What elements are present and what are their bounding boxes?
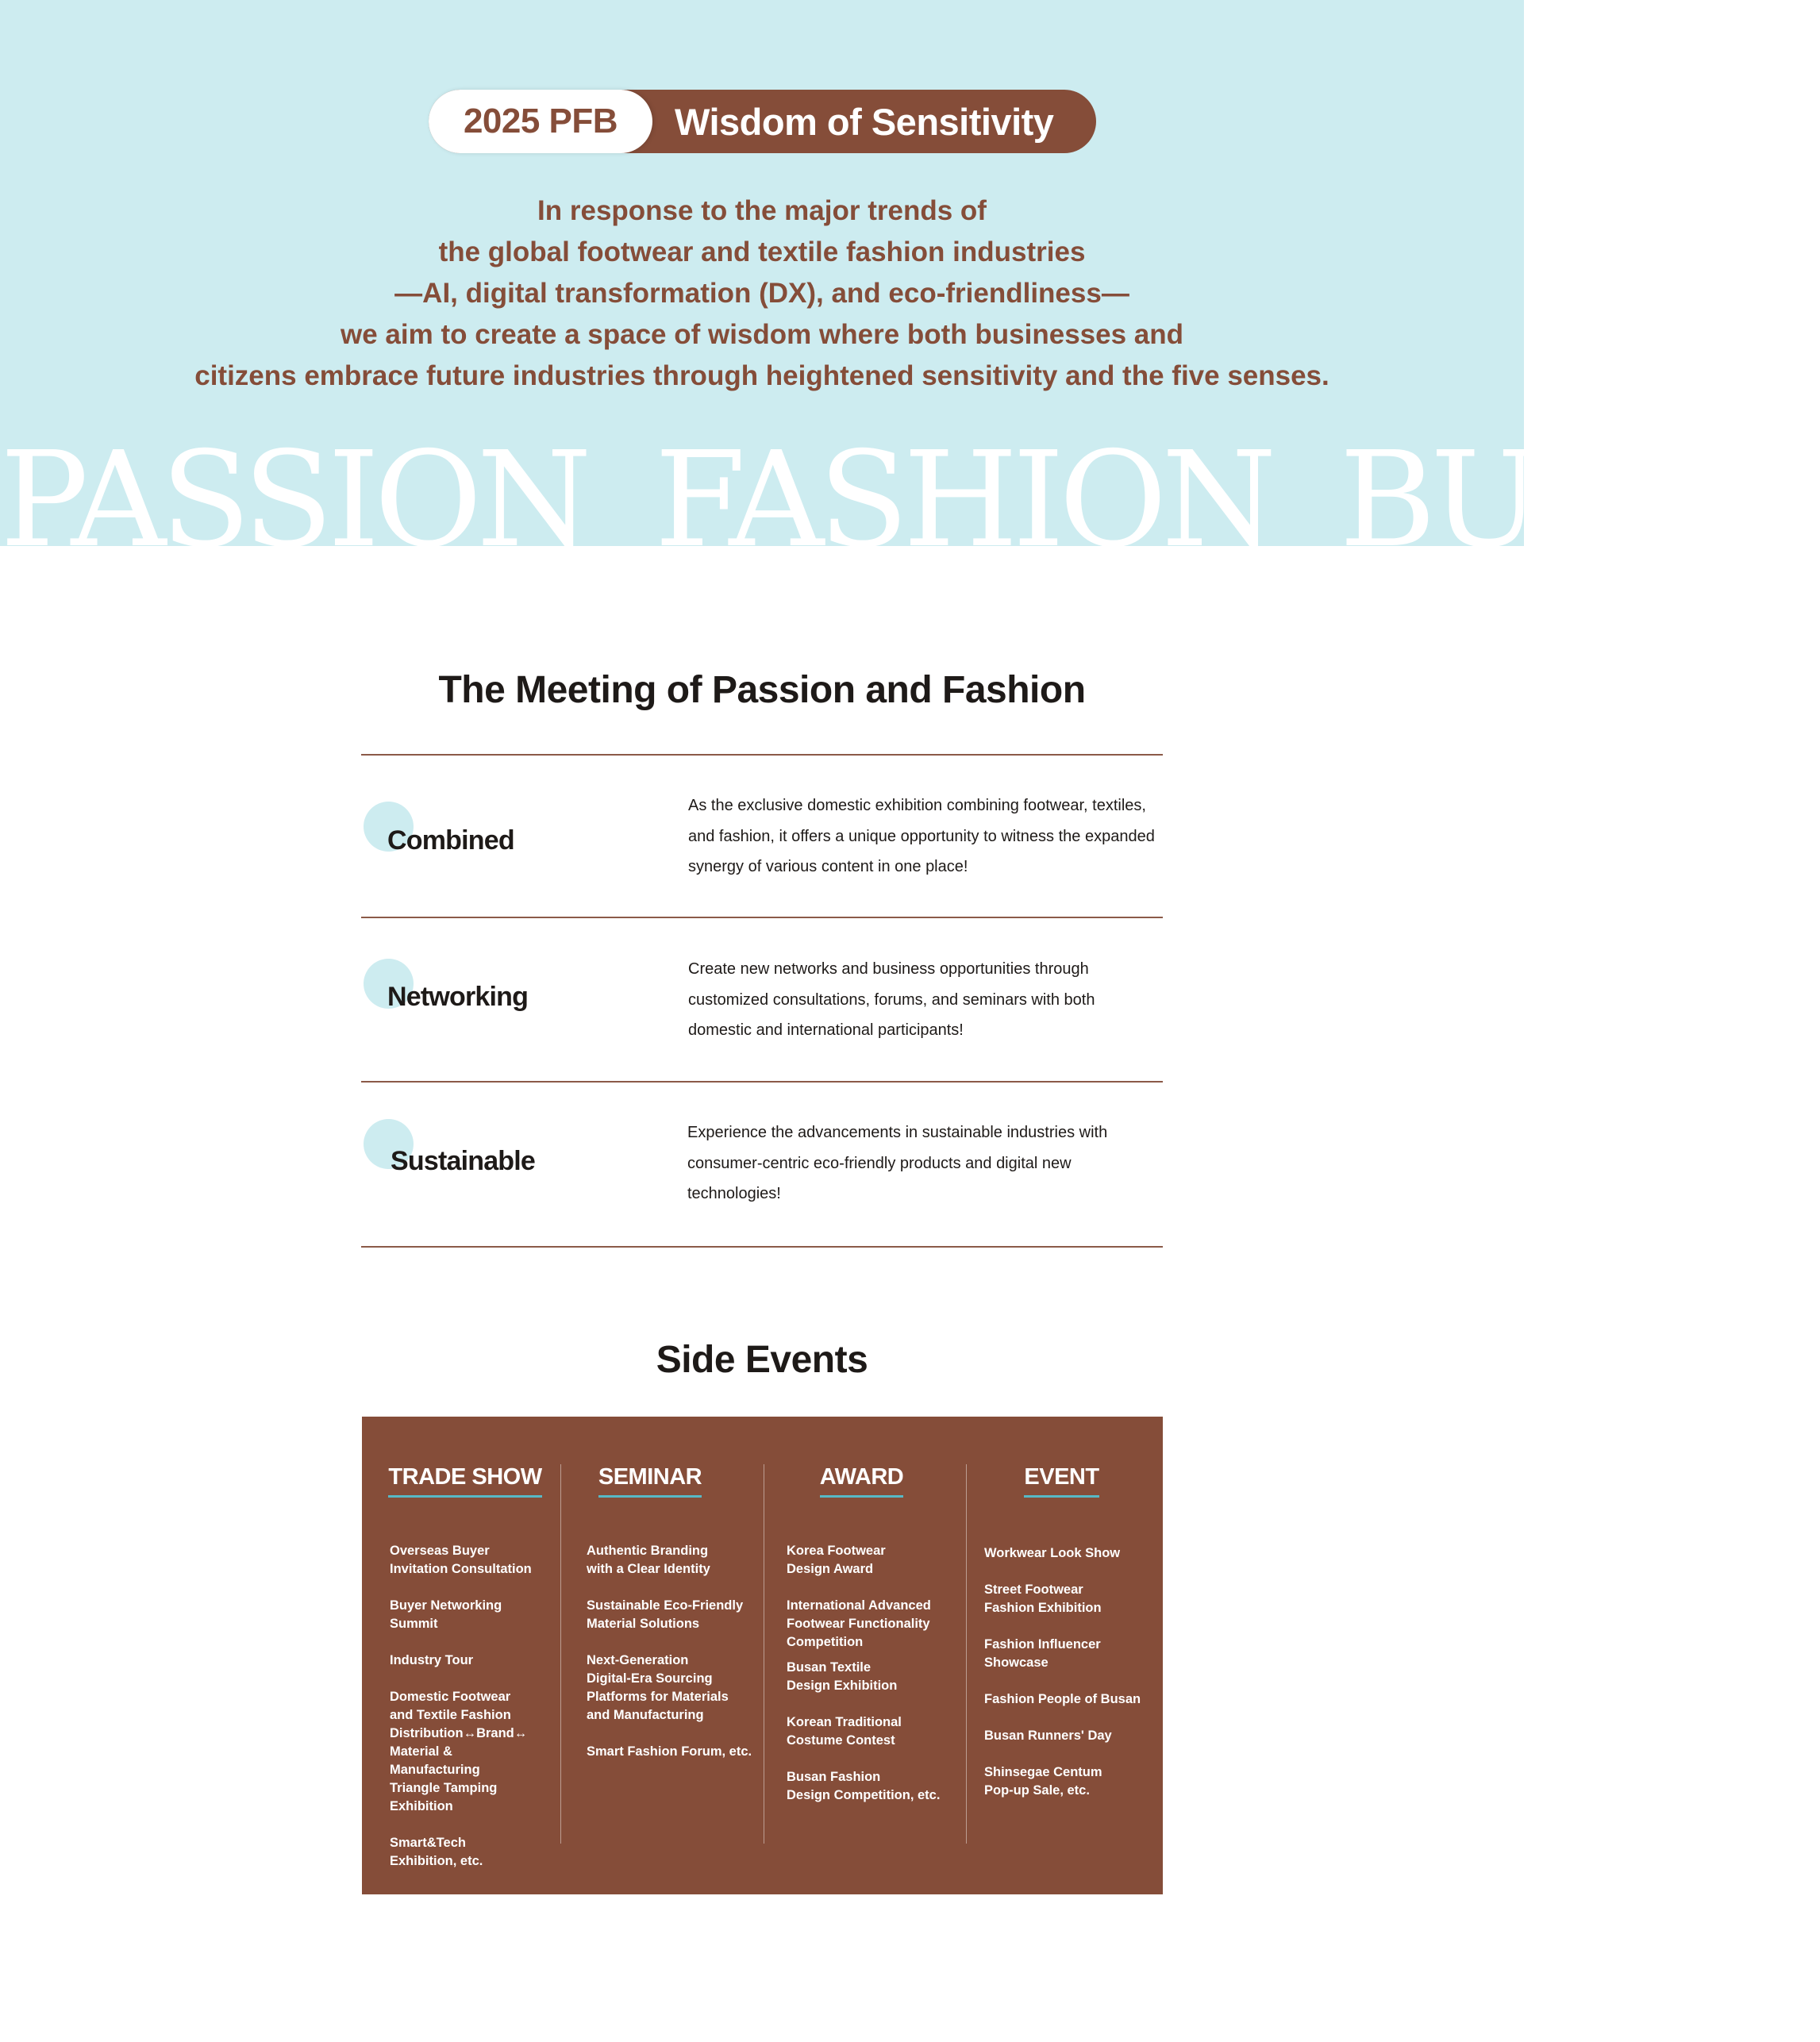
feature-label: Sustainable bbox=[391, 1146, 536, 1176]
divider bbox=[361, 1246, 1163, 1248]
feature-label: Combined bbox=[387, 825, 514, 856]
list-item: Overseas Buyer Invitation Consultation bbox=[390, 1544, 532, 1576]
list-item: Shinsegae Centum Pop-up Sale, etc. bbox=[984, 1765, 1102, 1798]
feature-label: Networking bbox=[387, 982, 529, 1012]
feature-sustainable bbox=[361, 1083, 1163, 1246]
list-item: Domestic Footwear and Textile Fashion Distribution↔Brand↔ Material & Manufacturing Triangle Tamping Exhibition bbox=[390, 1690, 528, 1813]
hero-intro-line: we aim to create a space of wisdom where both businesses and bbox=[341, 319, 1183, 350]
list-item: Smart Fashion Forum, etc. bbox=[587, 1744, 752, 1759]
theme-badge bbox=[429, 90, 1096, 153]
hero-intro-line: In response to the major trends of bbox=[537, 195, 987, 226]
hero-intro bbox=[0, 190, 1524, 397]
list-item: Buyer Networking Summit bbox=[390, 1598, 502, 1631]
column-heading bbox=[780, 1464, 943, 1498]
feature-combined bbox=[361, 756, 1163, 919]
column-heading-text: AWARD bbox=[820, 1464, 903, 1498]
list-item: Fashion Influencer Showcase bbox=[984, 1637, 1101, 1670]
hero-intro-line: citizens embrace future industries through heightened sensitivity and the five senses. bbox=[194, 360, 1329, 391]
column-heading-text: TRADE SHOW bbox=[388, 1464, 541, 1498]
hero-section bbox=[0, 0, 1820, 577]
events-column-trade-show bbox=[386, 1464, 544, 1868]
list-item: Workwear Look Show bbox=[984, 1546, 1121, 1560]
feature-description: Create new networks and business opportunities through customized consultations, forums, and seminars with both domestic and international participants! bbox=[688, 960, 1095, 1039]
badge-year: 2025 PFB bbox=[429, 90, 652, 153]
meeting-section-title: The Meeting of Passion and Fashion bbox=[438, 669, 1086, 711]
side-events-title: Side Events bbox=[656, 1339, 868, 1381]
feature-networking bbox=[361, 918, 1163, 1082]
list-item: Street Footwear Fashion Exhibition bbox=[984, 1582, 1102, 1615]
events-column-event bbox=[980, 1464, 1151, 1845]
hero-intro-line: —AI, digital transformation (DX), and eco-friendliness— bbox=[394, 278, 1129, 309]
list-item: Sustainable Eco-Friendly Material Solutions bbox=[587, 1598, 744, 1631]
column-item-list bbox=[780, 1542, 955, 1823]
brand-wordmark: PASSION FASHION BUSAN bbox=[0, 424, 1820, 577]
list-item: Fashion People of Busan bbox=[984, 1692, 1141, 1706]
column-heading-text: EVENT bbox=[1024, 1464, 1099, 1498]
list-item: Busan Runners' Day bbox=[984, 1729, 1112, 1743]
column-divider bbox=[966, 1464, 967, 1844]
column-item-list bbox=[386, 1542, 544, 1889]
column-heading bbox=[583, 1464, 718, 1498]
feature-description: Experience the advancements in sustainable industries with consumer-centric eco-friendly products and digital new technologies! bbox=[687, 1124, 1108, 1202]
list-item: Busan Textile Design Exhibition bbox=[787, 1660, 898, 1693]
column-heading bbox=[980, 1464, 1143, 1498]
list-item: Busan Fashion Design Competition, etc. bbox=[787, 1770, 941, 1802]
list-item: Smart&Tech Exhibition, etc. bbox=[390, 1836, 483, 1868]
column-heading-text: SEMINAR bbox=[598, 1464, 702, 1498]
list-item: Korean Traditional Costume Contest bbox=[787, 1715, 902, 1748]
column-heading bbox=[386, 1464, 544, 1498]
column-item-list bbox=[980, 1544, 1151, 1818]
list-item: Next-Generation Digital-Era Sourcing Platforms for Materials and Manufacturing bbox=[587, 1653, 729, 1722]
side-events-panel bbox=[362, 1417, 1163, 1894]
feature-description: As the exclusive domestic exhibition combining footwear, textiles, and fashion, it offers a unique opportunity to witness the expanded synergy of various content in one place! bbox=[688, 797, 1155, 875]
badge-theme: Wisdom of Sensitivity bbox=[675, 100, 1054, 143]
hero-intro-line: the global footwear and textile fashion industries bbox=[438, 237, 1086, 267]
list-item: Industry Tour bbox=[390, 1653, 474, 1667]
list-item: International Advanced Footwear Functionality Competition bbox=[787, 1598, 931, 1649]
list-item: Korea Footwear Design Award bbox=[787, 1544, 886, 1576]
events-column-seminar bbox=[583, 1464, 761, 1845]
column-item-list bbox=[583, 1542, 761, 1779]
events-column-award bbox=[780, 1464, 955, 1845]
column-divider bbox=[560, 1464, 561, 1844]
list-item: Authentic Branding with a Clear Identity bbox=[587, 1544, 710, 1576]
